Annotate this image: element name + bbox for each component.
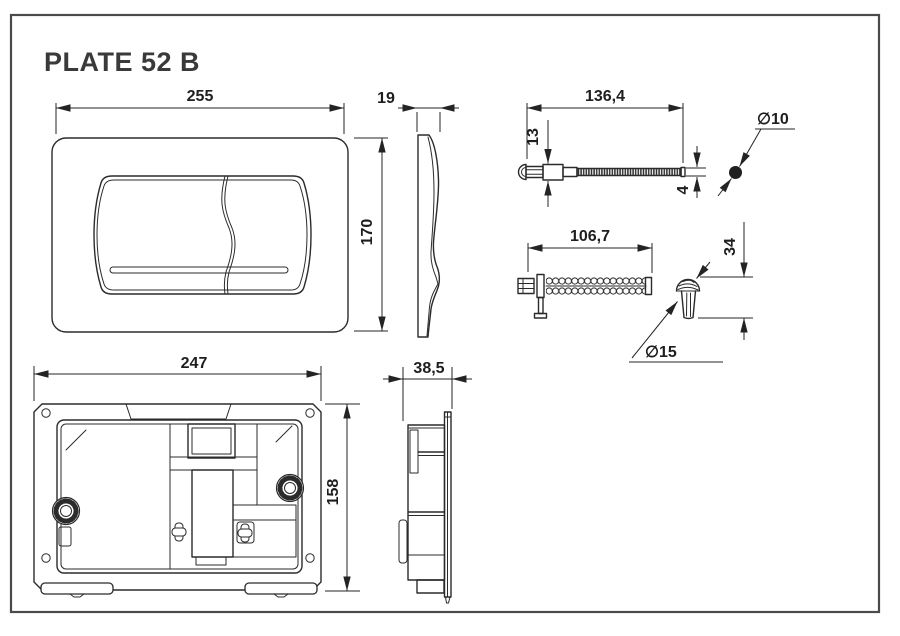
svg-text:19: 19 bbox=[377, 90, 395, 107]
svg-text:136,4: 136,4 bbox=[584, 88, 626, 105]
svg-text:∅15: ∅15 bbox=[645, 344, 677, 361]
rod-thread bbox=[577, 169, 681, 176]
svg-text:34: 34 bbox=[722, 238, 739, 256]
rod-end-view bbox=[729, 166, 742, 179]
svg-text:170: 170 bbox=[359, 218, 376, 246]
svg-text:247: 247 bbox=[180, 355, 208, 372]
svg-text:255: 255 bbox=[186, 88, 214, 105]
adjustment-wheel-right bbox=[277, 475, 304, 502]
svg-text:158: 158 bbox=[325, 478, 342, 506]
adjustment-wheel-left bbox=[53, 498, 80, 525]
svg-text:4: 4 bbox=[675, 185, 692, 195]
page-title: PLATE 52 B bbox=[44, 47, 201, 77]
svg-text:∅10: ∅10 bbox=[757, 111, 789, 128]
svg-text:106,7: 106,7 bbox=[569, 228, 611, 245]
svg-text:13: 13 bbox=[525, 128, 542, 146]
svg-text:38,5: 38,5 bbox=[413, 360, 445, 377]
